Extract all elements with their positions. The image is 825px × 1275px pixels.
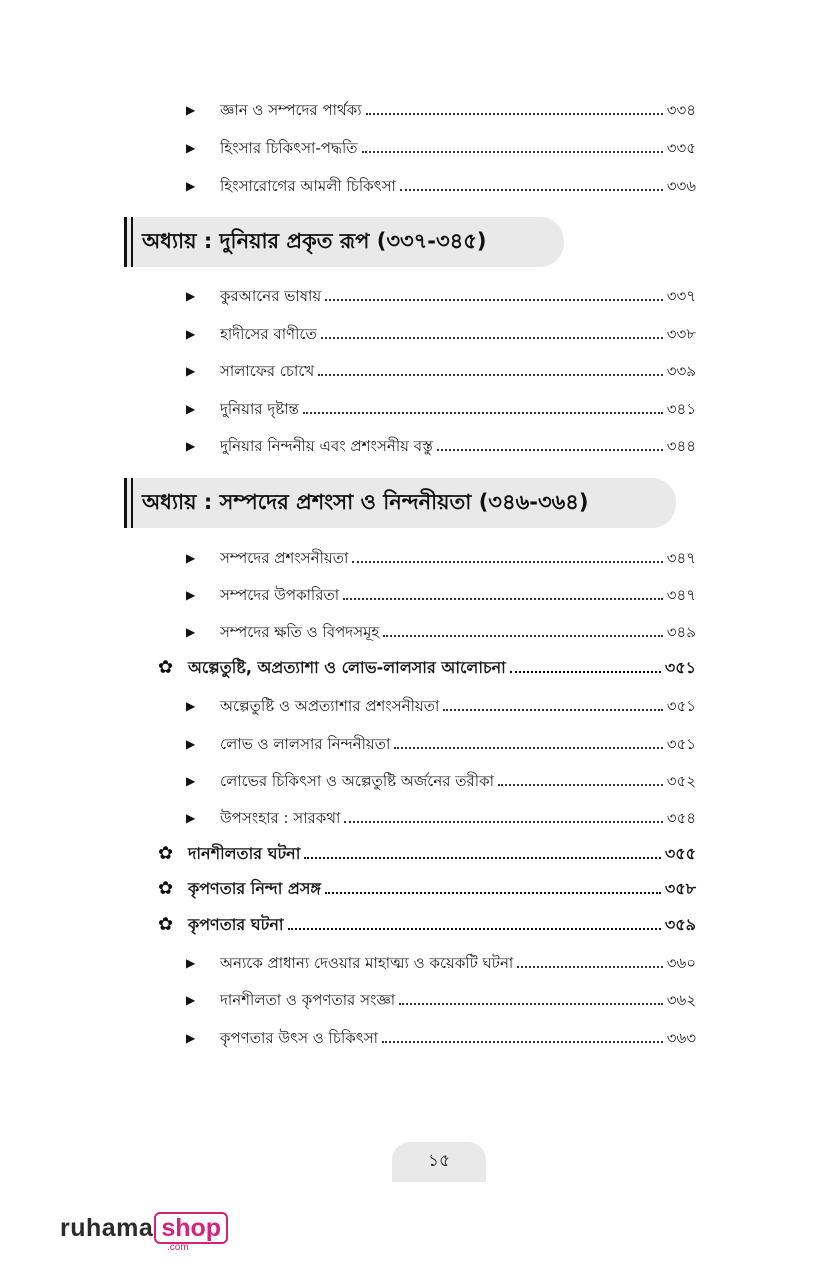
toc-item-page: ৩৫৫ <box>664 844 696 863</box>
toc-item[interactable] <box>186 618 696 642</box>
triangle-right-icon: ▶ <box>186 402 196 416</box>
dot-leader <box>318 374 663 376</box>
toc-item-page: ৩৫২ <box>666 772 696 790</box>
dot-leader <box>343 598 663 600</box>
triangle-right-icon: ▶ <box>186 956 196 970</box>
dot-leader <box>510 671 661 673</box>
toc-item-title: দানশীলতা ও কৃপণতার সংজ্ঞা <box>220 991 396 1009</box>
dot-leader <box>344 821 662 823</box>
toc-item-page: ৩৬২ <box>666 991 696 1009</box>
toc-item[interactable] <box>186 282 696 306</box>
heading-bar <box>124 478 127 528</box>
toc-item-title: অল্পেতুষ্টি, অপ্রত্যাশা ও লোভ-লালসার আলোচনা <box>188 658 506 677</box>
dot-leader <box>498 784 663 786</box>
heading-bar <box>131 478 133 528</box>
triangle-right-icon: ▶ <box>186 327 196 341</box>
toc-item[interactable] <box>186 395 696 419</box>
dot-leader <box>383 635 662 637</box>
dot-leader <box>321 337 663 339</box>
dot-leader <box>366 113 663 115</box>
dot-leader <box>362 151 663 153</box>
triangle-right-icon: ▶ <box>186 625 196 639</box>
toc-item-title: লোভের চিকিৎসা ও অল্পেতুষ্টি অর্জনের তরীকা <box>220 772 494 790</box>
toc-item-title: সম্পদের উপকারিতা <box>220 586 340 604</box>
toc-item-page: ৩৩৬ <box>666 177 696 195</box>
toc-item-title: হাদীসের বাণীতে <box>220 325 317 343</box>
chapter-title: অধ্যায় : সম্পদের প্রশংসা ও নিন্দনীয়তা (৩৪৬-৩৬৪) <box>142 489 589 514</box>
flower-ornament-icon: ✿ <box>158 914 174 935</box>
toc-item[interactable] <box>186 357 696 381</box>
dot-leader <box>400 189 663 191</box>
toc-item-page: ৩৫১ <box>664 658 696 677</box>
toc-item[interactable] <box>186 986 696 1010</box>
toc-major-item[interactable] <box>158 840 696 864</box>
toc-item-page: ৩৫৮ <box>664 879 696 898</box>
triangle-right-icon: ▶ <box>186 588 196 602</box>
toc-item-page: ৩৪৯ <box>666 623 696 641</box>
toc-item[interactable] <box>186 730 696 754</box>
toc-item-page: ৩৩৪ <box>666 101 696 119</box>
toc-item-page: ৩৫১ <box>666 697 696 715</box>
toc-item[interactable] <box>186 172 696 196</box>
toc-major-item[interactable] <box>158 875 696 899</box>
toc-item-page: ৩৩৯ <box>666 362 696 380</box>
toc-item[interactable] <box>186 320 696 344</box>
toc-item-page: ৩৩৮ <box>666 325 696 343</box>
toc-item-title: কৃপণতার উৎস ও চিকিৎসা <box>220 1029 379 1047</box>
toc-item-title: জ্ঞান ও সম্পদের পার্থক্য <box>220 101 362 119</box>
toc-item-page: ৩৩৭ <box>666 287 696 305</box>
dot-leader <box>399 1003 663 1005</box>
toc-item-page: ৩৫৯ <box>664 915 696 934</box>
dot-leader <box>443 709 662 711</box>
toc-item[interactable] <box>186 767 696 791</box>
toc-item-page: ৩৪৭ <box>666 586 696 604</box>
triangle-right-icon: ▶ <box>186 103 196 117</box>
logo-shop-text: shop <box>154 1212 228 1244</box>
toc-item-title: উপসংহার : সারকথা <box>220 809 341 827</box>
triangle-right-icon: ▶ <box>186 179 196 193</box>
toc-item[interactable] <box>186 949 696 973</box>
toc-item-title: হিংসার চিকিৎসা-পদ্ধতি <box>220 139 358 157</box>
toc-item-title: কুরআনের ভাষায় <box>220 287 322 305</box>
dot-leader <box>517 966 662 968</box>
toc-item-title: দানশীলতার ঘটনা <box>188 844 301 863</box>
flower-ornament-icon: ✿ <box>158 843 174 864</box>
toc-major-item[interactable] <box>158 911 696 935</box>
toc-item-title: কৃপণতার ঘটনা <box>188 915 284 934</box>
triangle-right-icon: ▶ <box>186 699 196 713</box>
dot-leader <box>382 1041 663 1043</box>
toc-item[interactable] <box>186 544 696 568</box>
triangle-right-icon: ▶ <box>186 439 196 453</box>
triangle-right-icon: ▶ <box>186 737 196 751</box>
triangle-right-icon: ▶ <box>186 1031 196 1045</box>
triangle-right-icon: ▶ <box>186 289 196 303</box>
toc-item-page: ৩৫১ <box>666 735 696 753</box>
toc-item-page: ৩৫৪ <box>666 809 696 827</box>
toc-item[interactable] <box>186 432 696 456</box>
toc-item[interactable] <box>186 1024 696 1048</box>
triangle-right-icon: ▶ <box>186 993 196 1007</box>
logo-com-text: .com <box>167 1242 189 1253</box>
toc-major-item[interactable] <box>158 654 696 678</box>
triangle-right-icon: ▶ <box>186 811 196 825</box>
flower-ornament-icon: ✿ <box>158 657 174 678</box>
heading-bar <box>131 217 133 267</box>
toc-item-page: ৩৩৫ <box>666 139 696 157</box>
toc-item-page: ৩৪১ <box>666 400 696 418</box>
toc-item-title: দুনিয়ার নিন্দনীয় এবং প্রশংসনীয় বস্তু <box>220 437 433 455</box>
toc-item[interactable] <box>186 804 696 828</box>
triangle-right-icon: ▶ <box>186 364 196 378</box>
toc-item-title: কৃপণতার নিন্দা প্রসঙ্গ <box>188 879 322 898</box>
heading-bar <box>124 217 127 267</box>
toc-item-page: ৩৬৩ <box>666 1029 696 1047</box>
dot-leader <box>303 412 663 414</box>
triangle-right-icon: ▶ <box>186 141 196 155</box>
toc-item-title: অল্পেতুষ্টি ও অপ্রত্যাশার প্রশংসনীয়তা <box>220 697 440 715</box>
dot-leader <box>352 561 662 563</box>
chapter-heading[interactable] <box>124 217 564 267</box>
toc-item-page: ৩৬০ <box>666 954 696 972</box>
triangle-right-icon: ▶ <box>186 551 196 565</box>
toc-item-title: অন্যকে প্রাধান্য দেওয়ার মাহাত্ম্য ও কয়েকটি ঘটনা <box>220 954 514 972</box>
toc-item-title: সম্পদের ক্ষতি ও বিপদসমূহ <box>220 623 380 641</box>
chapter-heading[interactable] <box>124 478 676 528</box>
toc-item-page: ৩৪৪ <box>666 437 696 455</box>
flower-ornament-icon: ✿ <box>158 878 174 899</box>
page-number: ১৫ <box>392 1142 486 1182</box>
toc-item-page: ৩৪৭ <box>666 549 696 567</box>
logo-ruhama-text: ruhama <box>60 1214 154 1242</box>
dot-leader <box>394 747 662 749</box>
dot-leader <box>437 449 663 451</box>
triangle-right-icon: ▶ <box>186 774 196 788</box>
dot-leader <box>325 892 661 894</box>
toc-item-title: দুনিয়ার দৃষ্টান্ত <box>220 400 299 418</box>
toc-item[interactable] <box>186 96 696 120</box>
toc-item[interactable] <box>186 134 696 158</box>
ruhamashop-logo <box>60 1212 228 1260</box>
dot-leader <box>325 299 663 301</box>
toc-item-title: হিংসারোগের আমলী চিকিৎসা <box>220 177 396 195</box>
toc-item-title: সম্পদের প্রশংসনীয়তা <box>220 549 349 567</box>
toc-item[interactable] <box>186 581 696 605</box>
toc-item[interactable] <box>186 692 696 716</box>
toc-item-title: লোভ ও লালসার নিন্দনীয়তা <box>220 735 391 753</box>
chapter-title: অধ্যায় : দুনিয়ার প্রকৃত রূপ (৩৩৭-৩৪৫) <box>142 228 487 253</box>
dot-leader <box>304 857 660 859</box>
dot-leader <box>288 928 661 930</box>
toc-item-title: সালাফের চোখে <box>220 362 315 380</box>
